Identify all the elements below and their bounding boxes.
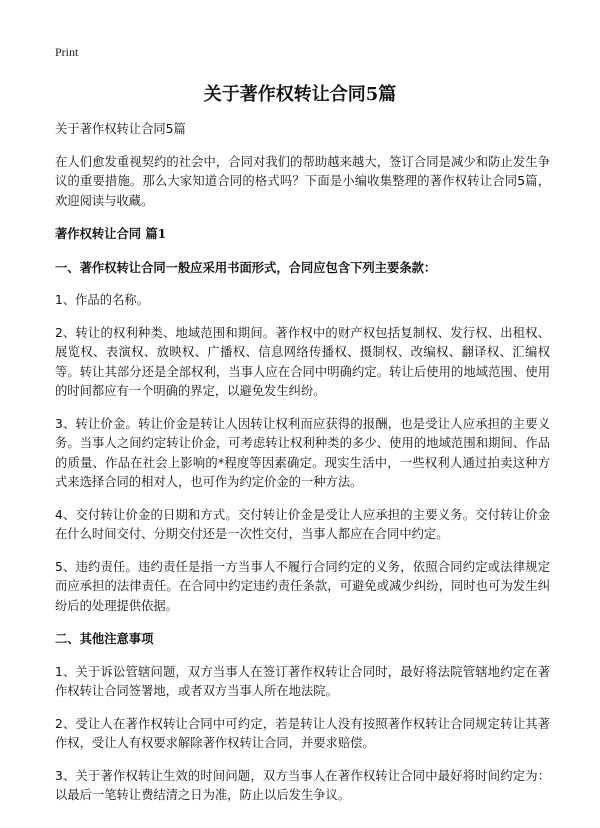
section-title: 著作权转让合同 篇1 — [55, 226, 167, 241]
document-body — [55, 120, 550, 819]
section-heading-clauses: 一、著作权转让合同一般应采用书面形式，合同应包含下列主要条款： — [55, 259, 437, 275]
clause-item: 4、交付转让价金的日期和方式。交付转让价金是受让人应承担的主要义务。交付转让价金在什么时间交付、分期交付还是一次性交付，当事人都应在合同中约定。 — [55, 507, 550, 541]
clause-item: 1、作品的名称。 — [55, 293, 149, 307]
note-item: 2、受让人在著作权转让合同中可约定，若是转让人没有按照著作权转让合同规定转让其著作权，受让人有权要求解除著作权转让合同，并要求赔偿。 — [55, 716, 550, 750]
clause-item: 5、违约责任。违约责任是指一方当事人不履行合同约定的义务，依照合同约定或法律规定而应承担的法律责任。在合同中约定违约责任条款，可避免或减少纠纷，同时也可为发生纠纷后的处理提供依据。 — [55, 559, 550, 613]
section-heading-notes: 二、其他注意事项 — [55, 631, 154, 646]
page-title: 关于著作权转让合同5篇 — [203, 84, 397, 105]
intro-paragraph: 在人们愈发重视契约的社会中，合同对我们的帮助越来越大，签订合同是减少和防止发生争议的重要措施。那么大家知道合同的格式吗？下面是小编收集整理的著作权转让合同5篇，欢迎阅读与收藏。 — [55, 154, 550, 208]
print-link[interactable]: Print — [55, 45, 79, 59]
note-item: 3、关于著作权转让生效的时间问题，双方当事人在著作权转让合同中最好将时间约定为：以最后一笔转让费结清之日为准，防止以后发生争议。 — [55, 768, 550, 802]
clause-item: 3、转让价金。转让价金是转让人因转让权利而应获得的报酬，也是受让人应承担的主要义务。当事人之间约定转让价金，可考虑转让权利种类的多少、使用的地域范围和期间、作品的质量、作品在社会上影响的*程度等因素确定。现实生活中，一些权利人通过拍卖这种方式来选择合同的相对人，也可作为约定价金的一种方法。 — [55, 416, 550, 489]
clause-item: 2、转让的权利种类、地域范围和期间。著作权中的财产权包括复制权、发行权、出租权、展览权、表演权、放映权、广播权、信息网络传播权、摄制权、改编权、翻译权、汇编权等。转让其部分还是全部权利，当事人应在合同中明确约定。转让后使用的地域范围、使用的时间都应有一个明确的界定，以避免发生纠纷。 — [55, 325, 550, 398]
note-item: 1、关于诉讼管辖问题，双方当事人在签订著作权转让合同时，最好将法院管辖地约定在著作权转让合同签署地，或者双方当事人所在地法院。 — [55, 664, 550, 698]
subtitle: 关于著作权转让合同5篇 — [55, 122, 186, 136]
